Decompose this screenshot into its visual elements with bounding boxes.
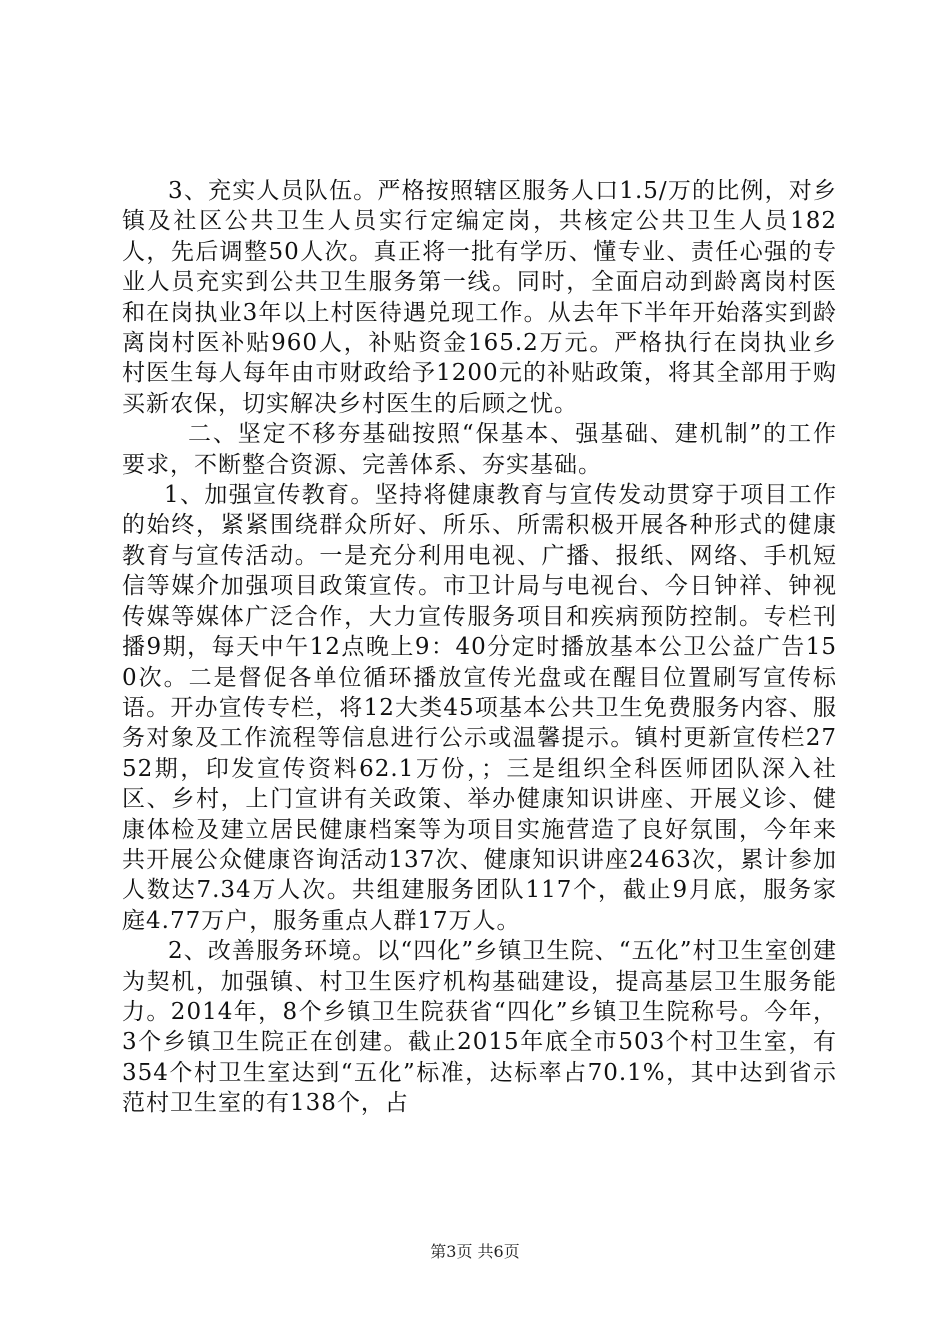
paragraph-service-environment: 2、改善服务环境。以“四化”乡镇卫生院、“五化”村卫生室创建为契机，加强镇、村卫生医疗机构基础建设，提高基层卫生服务能力。2014年，8个乡镇卫生院获省“四化”乡镇卫生院称号。今年，3个乡镇卫生院正在创建。截止2015年底全市503个村卫生室，有354个村卫生室达到“五化”标准，达标率占70.1%，其中达到省示范村卫生室的有138个，占: [122, 938, 837, 1117]
paragraph-section-heading: 二、坚定不移夯基础按照“保基本、强基础、建机制”的工作要求，不断整合资源、完善体系、夯实基础。: [122, 421, 837, 478]
page-footer: 第3页 共6页: [430, 1242, 520, 1261]
paragraph-staffing: 3、充实人员队伍。严格按照辖区服务人口1.5/万的比例，对乡镇及社区公共卫生人员实行定编定岗，共核定公共卫生人员182人，先后调整50人次。真正将一批有学历、懂专业、责任心强的专业人员充实到公共卫生服务第一线。同时，全面启动到龄离岗村医和在岗执业3年以上村医待遇兑现工作。从去年下半年开始落实到龄离岗村医补贴960人，补贴资金165.2万元。严格执行在岗执业乡村医生每人每年由市财政给予1200元的补贴政策，将其全部用于购买新农保，切实解决乡村医生的后顾之忧。: [122, 178, 837, 417]
paragraph-publicity-education: 1、加强宣传教育。坚持将健康教育与宣传发动贯穿于项目工作的始终，紧紧围绕群众所好、所乐、所需积极开展各种形式的健康教育与宣传活动。一是充分利用电视、广播、报纸、网络、手机短信等媒介加强项目政策宣传。市卫计局与电视台、今日钟祥、钟视传媒等媒体广泛合作，大力宣传服务项目和疾病预防控制。专栏刊播9期，每天中午12点晚上9：40分定时播放基本公卫公益广告150次。二是督促各单位循环播放宣传光盘或在醒目位置刷写宣传标语。开办宣传专栏，将12大类45项基本公共卫生免费服务内容、服务对象及工作流程等信息进行公示或温馨提示。镇村更新宣传栏2752期，印发宣传资料62.1万份，；三是组织全科医师团队深入社区、乡村，上门宣讲有关政策、举办健康知识讲座、开展义诊、健康体检及建立居民健康档案等为项目实施营造了良好氛围，今年来共开展公众健康咨询活动137次、健康知识讲座2463次，累计参加人数达7.34万人次。共组建服务团队117个，截止9月底，服务家庭4.77万户，服务重点人群17万人。: [122, 482, 837, 934]
document-body: [122, 176, 837, 1119]
